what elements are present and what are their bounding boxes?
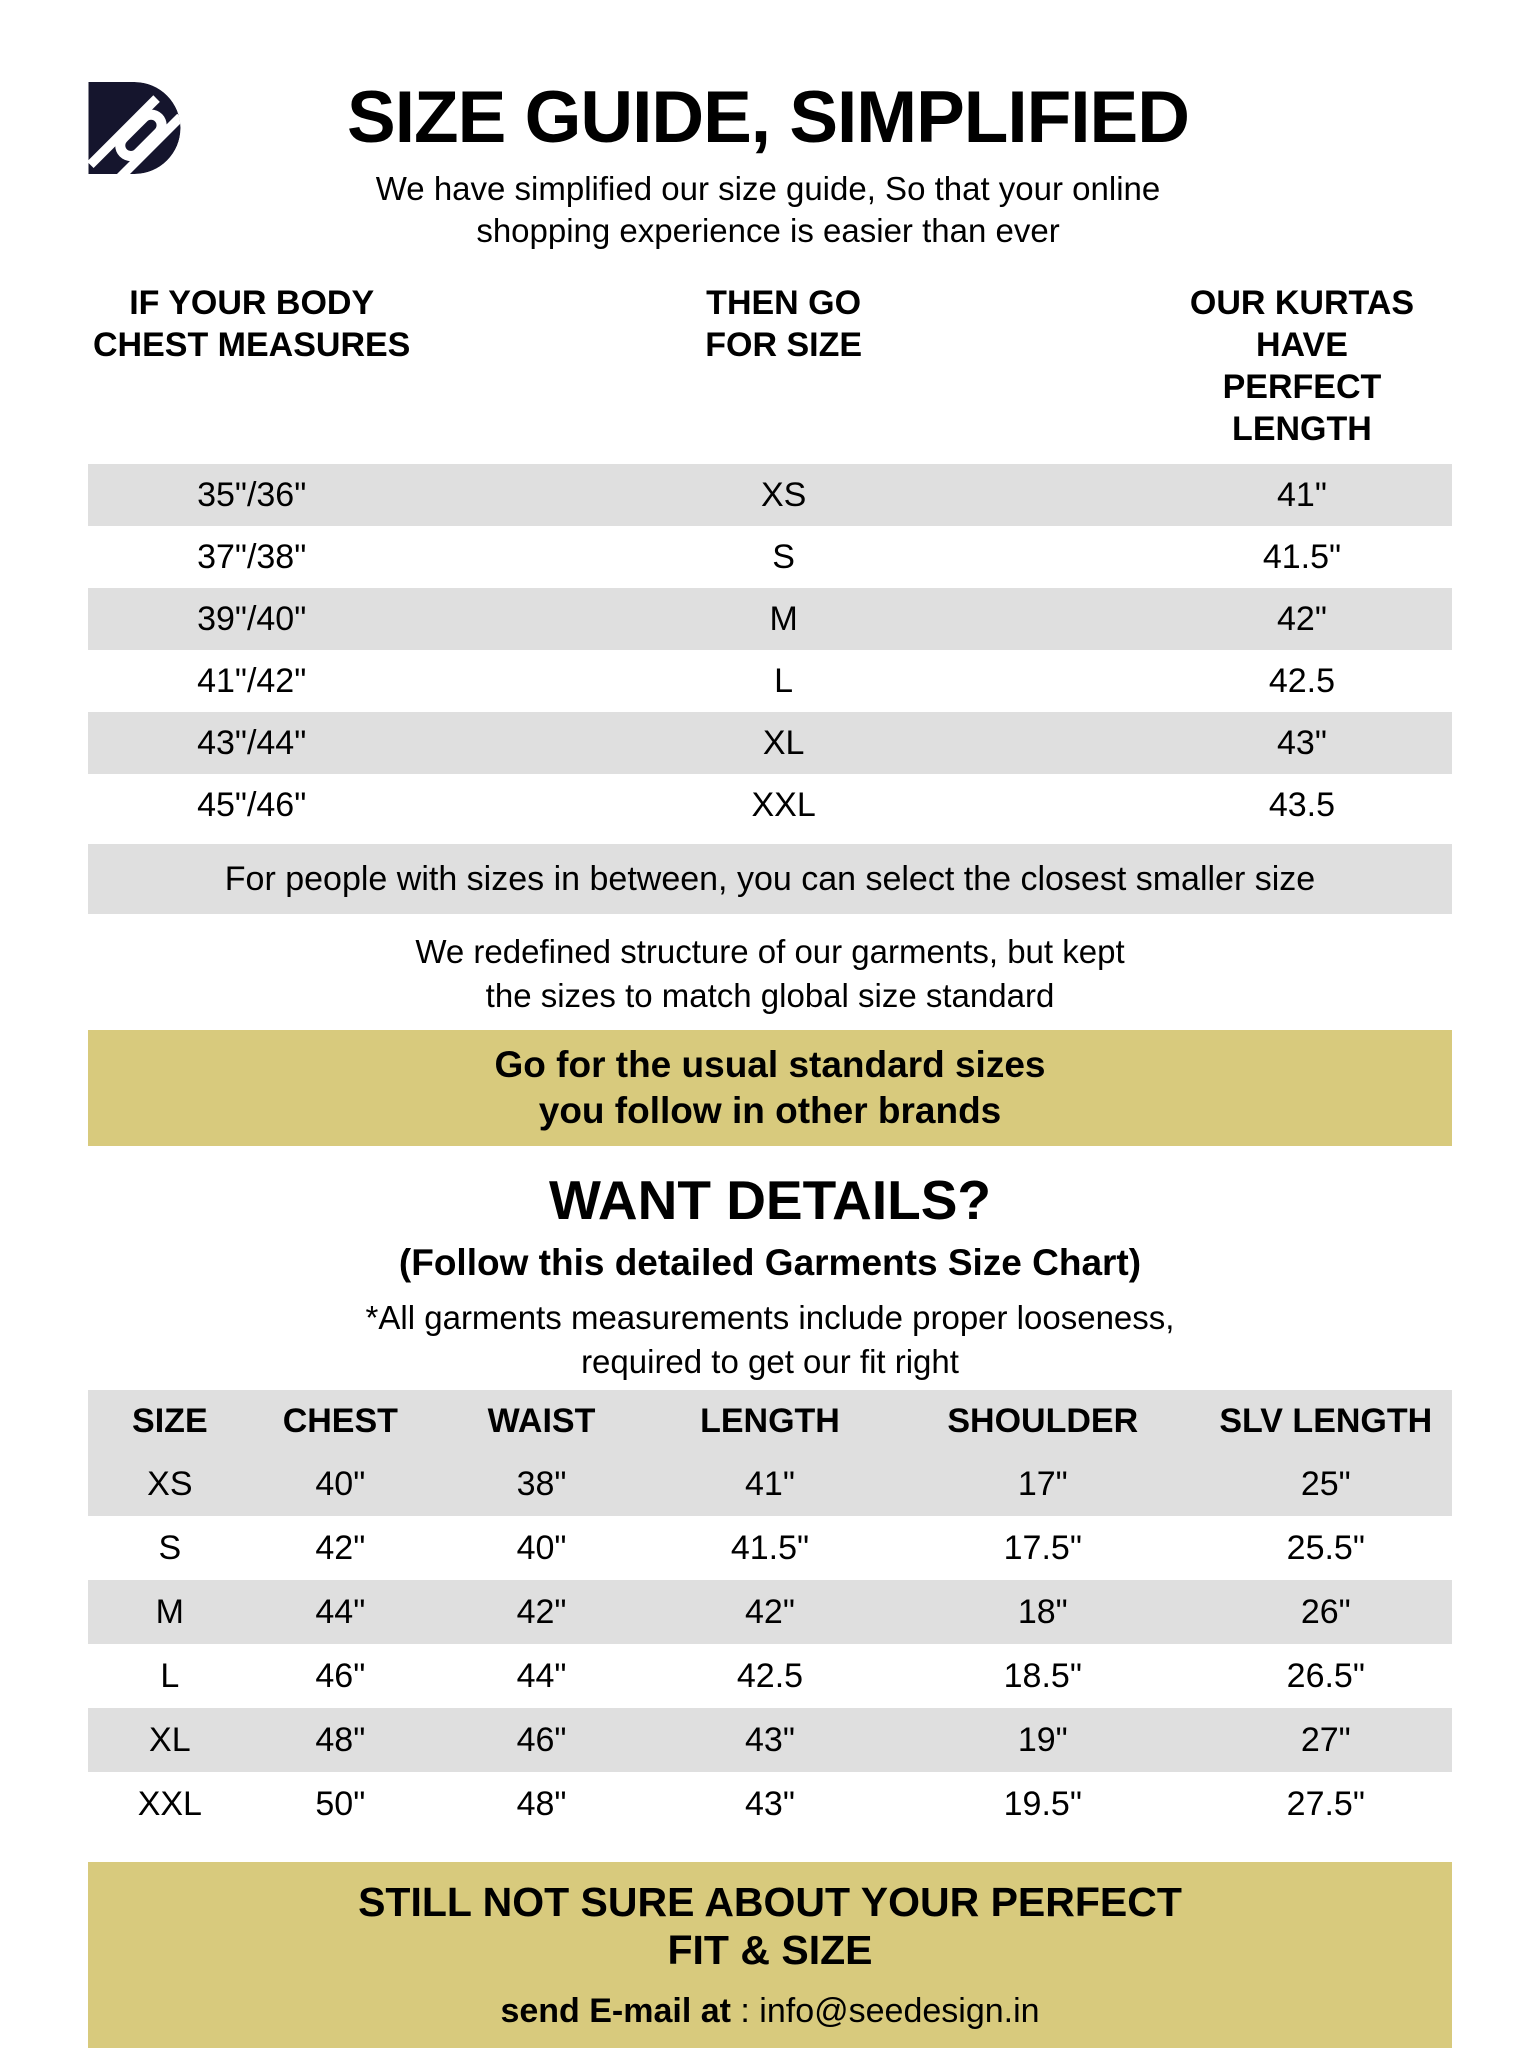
table-row: S 42" 40" 41.5" 17.5" 25.5" bbox=[158, 1528, 1365, 1567]
in-between-sizes-note: For people with sizes in between, you can select the closest smaller size bbox=[88, 844, 1452, 914]
seedesign-paperclip-logo-icon bbox=[86, 82, 183, 174]
subtitle-line2: shopping experience is easier than ever bbox=[476, 212, 1060, 249]
table-row: M 44" 42" 42" 18" 26" bbox=[88, 1580, 1452, 1644]
table-row: 35"/36" XS 41" bbox=[88, 464, 1452, 526]
content-area bbox=[88, 282, 1452, 2048]
column-header-slv-length: SLV LENGTH bbox=[1219, 1401, 1433, 1440]
column-header-size: SIZE bbox=[132, 1401, 208, 1440]
email-label: send E-mail at bbox=[500, 1992, 731, 2030]
chart-header-row bbox=[88, 1390, 1452, 1452]
email-contact-line bbox=[88, 1990, 1452, 2032]
want-details-heading: WANT DETAILS? bbox=[549, 1169, 991, 1231]
table-row: 43"/44" XL 43" bbox=[88, 712, 1452, 774]
column-header-waist: WAIST bbox=[487, 1401, 596, 1440]
column-header-shoulder: SHOULDER bbox=[947, 1401, 1139, 1440]
table-row: XS 40" 38" 41" 17" 25" bbox=[88, 1452, 1452, 1516]
garments-size-chart bbox=[88, 1390, 1452, 1836]
not-sure-heading: STILL NOT SURE ABOUT YOUR PERFECT FIT & SIZE bbox=[358, 1879, 1182, 1973]
table-row: XL 48" 46" 43" 19" 27" bbox=[88, 1708, 1452, 1772]
email-separator: : bbox=[730, 1992, 760, 2030]
table-row: L 46" 44" 42.5 18.5" 26.5" bbox=[160, 1656, 1365, 1695]
column-header-chest-measures: IF YOUR BODY CHEST MEASURES bbox=[92, 284, 411, 364]
table-row: 39"/40" M 42" bbox=[88, 588, 1452, 650]
subtitle-line1: We have simplified our size guide, So that your online bbox=[375, 170, 1161, 207]
standard-sizes-banner: Go for the usual standard sizes you follow in other brands bbox=[88, 1030, 1452, 1146]
simple-table-headers bbox=[88, 282, 1452, 450]
column-header-go-for-size: THEN GO FOR SIZE bbox=[705, 284, 863, 364]
page-subtitle bbox=[0, 168, 1536, 252]
redefined-structure-note: We redefined structure of our garments, but kept the sizes to match global size standard bbox=[415, 933, 1125, 1014]
column-header-perfect-length: OUR KURTAS HAVE PERFECT LENGTH bbox=[1189, 284, 1415, 448]
contact-banner bbox=[88, 1862, 1452, 2048]
column-header-chest: CHEST bbox=[282, 1401, 398, 1440]
table-row: XXL 50" 48" 43" 19.5" 27.5" bbox=[137, 1784, 1365, 1823]
page-title: SIZE GUIDE, SIMPLIFIED bbox=[347, 77, 1189, 158]
table-row: 37"/38" S 41.5" bbox=[197, 537, 1342, 576]
table-row: 41"/42" L 42.5 bbox=[197, 661, 1336, 700]
detailed-chart-subheading: (Follow this detailed Garments Size Chart) bbox=[398, 1242, 1142, 1283]
column-header-length: LENGTH bbox=[700, 1401, 840, 1440]
email-address: info@seedesign.in bbox=[759, 1992, 1040, 2030]
simple-size-table bbox=[88, 464, 1452, 836]
looseness-note: *All garments measurements include proper looseness, required to get our fit right bbox=[365, 1299, 1175, 1380]
table-row: 45"/46" XXL 43.5 bbox=[197, 785, 1336, 824]
